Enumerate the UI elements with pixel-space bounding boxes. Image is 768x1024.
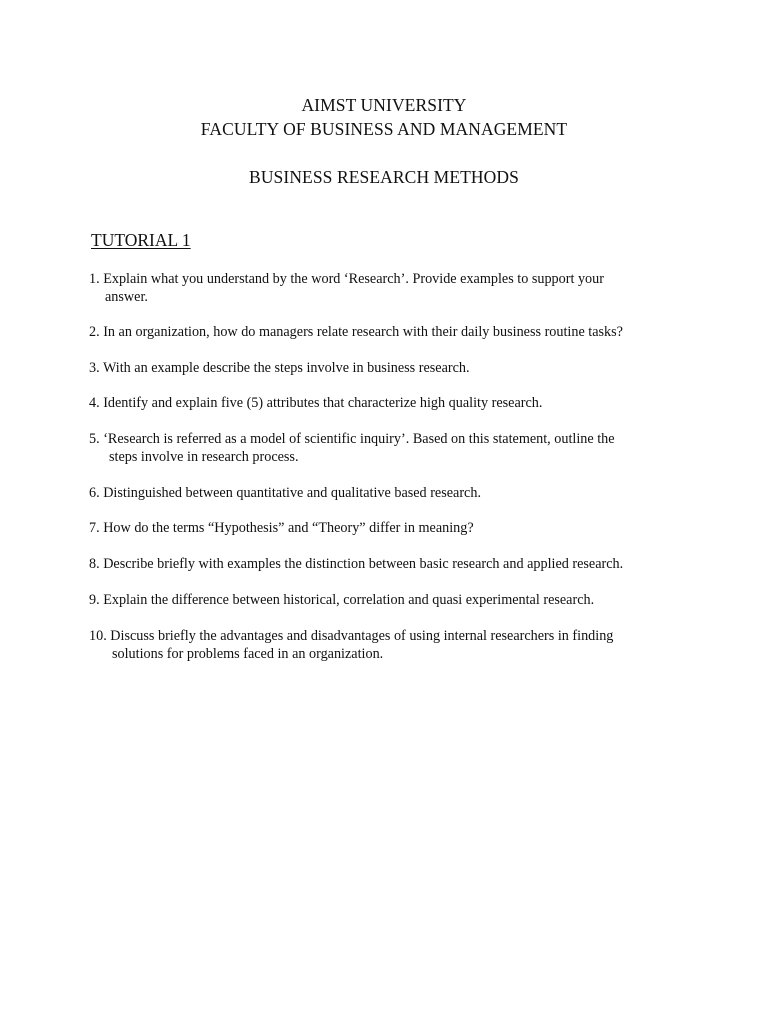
question-text: With an example describe the steps involve in business research. bbox=[102, 360, 470, 376]
question-text: How do the terms “Hypothesis” and “Theory” differ in meaning? bbox=[103, 520, 474, 536]
question-item bbox=[89, 270, 679, 306]
tutorial-heading: TUTORIAL 1 bbox=[91, 230, 191, 250]
question-number: 9. bbox=[89, 592, 100, 608]
question-text: Describe briefly with examples the distinction between basic research and applied research. bbox=[103, 556, 624, 572]
question-text: In an organization, how do managers relate research with their daily business routine tasks? bbox=[103, 324, 623, 340]
question-item bbox=[89, 484, 679, 502]
question-item bbox=[89, 430, 679, 466]
question-item bbox=[89, 323, 679, 341]
question-item bbox=[89, 519, 679, 537]
question-text: Explain what you understand by the word ‘Research’. Provide examples to support your bbox=[103, 271, 604, 287]
question-text: Distinguished between quantitative and qualitative based research. bbox=[103, 485, 481, 501]
question-item bbox=[89, 591, 679, 609]
question-item bbox=[89, 359, 679, 377]
question-number: 4. bbox=[89, 395, 100, 411]
question-text: Identify and explain five (5) attributes that characterize high quality research. bbox=[103, 395, 543, 411]
question-item bbox=[89, 394, 679, 412]
question-text: Discuss briefly the advantages and disadvantages of using internal researchers in finding bbox=[110, 628, 614, 644]
question-text: ‘Research is referred as a model of scientific inquiry’. Based on this statement, outline the bbox=[103, 431, 615, 447]
question-number: 7. bbox=[89, 520, 100, 536]
course-title: BUSINESS RESEARCH METHODS bbox=[249, 167, 519, 187]
question-number: 5. bbox=[89, 431, 100, 447]
question-number: 1. bbox=[89, 271, 100, 287]
question-number: 2. bbox=[89, 324, 100, 340]
question-item bbox=[89, 627, 679, 663]
question-number: 3. bbox=[89, 360, 100, 376]
faculty-name: FACULTY OF BUSINESS AND MANAGEMENT bbox=[200, 119, 568, 139]
question-number: 6. bbox=[89, 485, 100, 501]
university-name: AIMST UNIVERSITY bbox=[301, 95, 467, 115]
question-text-continued: steps involve in research process. bbox=[109, 449, 299, 465]
question-text-continued: solutions for problems faced in an organization. bbox=[112, 646, 384, 662]
question-text-continued: answer. bbox=[105, 289, 148, 305]
question-text: Explain the difference between historical, correlation and quasi experimental research. bbox=[103, 592, 595, 608]
question-number: 8. bbox=[89, 556, 100, 572]
question-number: 10. bbox=[89, 628, 107, 644]
question-item bbox=[89, 555, 679, 573]
